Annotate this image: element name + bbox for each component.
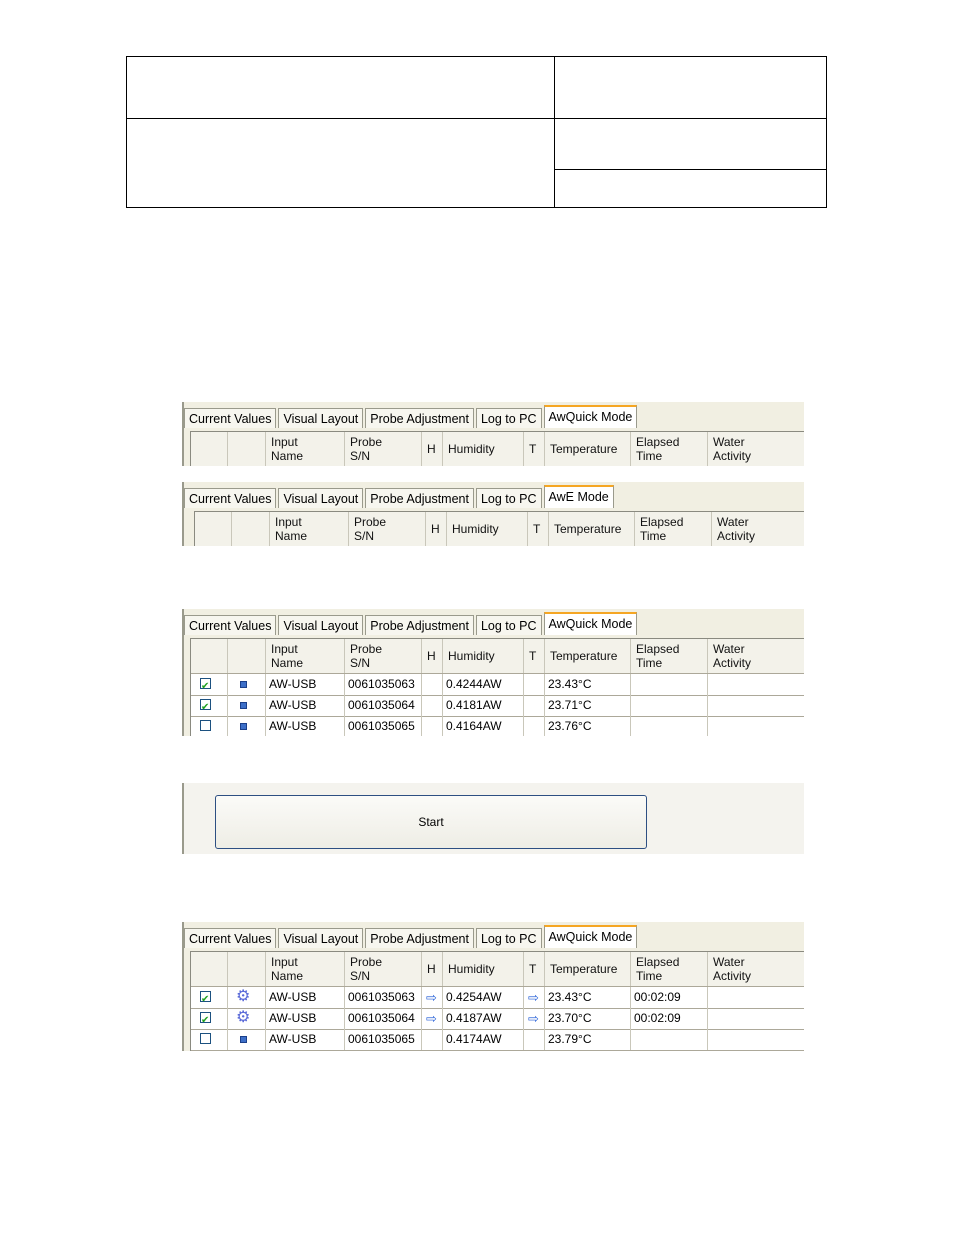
probe-grid bbox=[194, 511, 804, 546]
cell-t bbox=[524, 987, 545, 1008]
tab-current-values[interactable]: Current Values bbox=[184, 928, 276, 948]
row-checkbox[interactable] bbox=[200, 1033, 211, 1044]
cell-elapsed bbox=[631, 716, 708, 736]
row-checkbox[interactable] bbox=[200, 1012, 211, 1023]
cell-humidity: 0.4164AW bbox=[443, 716, 524, 736]
column-header-t[interactable]: T bbox=[528, 512, 549, 546]
table-row[interactable] bbox=[191, 695, 804, 717]
tab-probe-adjustment[interactable]: Probe Adjustment bbox=[365, 408, 474, 428]
row-checkbox[interactable] bbox=[200, 678, 211, 689]
column-header-icon[interactable] bbox=[228, 432, 266, 466]
column-header-icon[interactable] bbox=[232, 512, 270, 546]
row-checkbox[interactable] bbox=[200, 991, 211, 1002]
cell-elapsed bbox=[631, 1029, 708, 1050]
cell-t bbox=[524, 695, 545, 716]
tab-awe-mode[interactable]: AwE Mode bbox=[544, 485, 614, 508]
column-header-water[interactable]: Water Activity bbox=[712, 512, 804, 546]
cell-cb bbox=[191, 674, 228, 695]
column-header-water[interactable]: Water Activity bbox=[708, 952, 804, 986]
tab-current-values[interactable]: Current Values bbox=[184, 408, 276, 428]
cell-temperature: 23.43°C bbox=[545, 674, 631, 695]
column-header-input[interactable]: Input Name bbox=[270, 512, 349, 546]
cell-probe: 0061035065 bbox=[345, 716, 422, 736]
cell-humidity: 0.4244AW bbox=[443, 674, 524, 695]
column-header-humidity[interactable]: Humidity bbox=[443, 639, 524, 673]
document-table-divider bbox=[554, 56, 555, 208]
tab-probe-adjustment[interactable]: Probe Adjustment bbox=[365, 615, 474, 635]
column-header-probe[interactable]: Probe S/N bbox=[349, 512, 426, 546]
column-header-t[interactable]: T bbox=[524, 639, 545, 673]
cell-cb bbox=[191, 987, 228, 1008]
column-header-humidity[interactable]: Humidity bbox=[443, 952, 524, 986]
column-header-cb[interactable] bbox=[191, 639, 228, 673]
tab-current-values[interactable]: Current Values bbox=[184, 488, 276, 508]
column-header-temperature[interactable]: Temperature bbox=[545, 639, 631, 673]
probe-grid bbox=[190, 638, 804, 736]
cell-h bbox=[422, 695, 443, 716]
probe-grid bbox=[190, 951, 804, 1051]
tab-awquick-mode[interactable]: AwQuick Mode bbox=[544, 925, 638, 948]
tab-current-values[interactable]: Current Values bbox=[184, 615, 276, 635]
column-header-humidity[interactable]: Humidity bbox=[443, 432, 524, 466]
column-header-t[interactable]: T bbox=[524, 432, 545, 466]
cell-water bbox=[708, 674, 804, 695]
column-header-input[interactable]: Input Name bbox=[266, 432, 345, 466]
arrow-right-icon: ⇨ bbox=[528, 990, 539, 1005]
cell-icon bbox=[228, 674, 266, 695]
cell-input: AW-USB bbox=[266, 674, 345, 695]
tab-log-to-pc[interactable]: Log to PC bbox=[476, 615, 542, 635]
arrow-right-icon: ⇨ bbox=[426, 990, 437, 1005]
cell-elapsed bbox=[631, 695, 708, 716]
grid-header bbox=[191, 639, 804, 674]
column-header-probe[interactable]: Probe S/N bbox=[345, 432, 422, 466]
cell-cb bbox=[191, 695, 228, 716]
column-header-cb[interactable] bbox=[195, 512, 232, 546]
column-header-temperature[interactable]: Temperature bbox=[545, 952, 631, 986]
cell-icon bbox=[228, 987, 266, 1008]
table-row[interactable] bbox=[191, 1029, 804, 1051]
cell-icon bbox=[228, 716, 266, 736]
cell-humidity: 0.4187AW bbox=[443, 1008, 524, 1029]
document-table bbox=[126, 56, 827, 208]
cell-input: AW-USB bbox=[266, 695, 345, 716]
screenshot-quick-table-before bbox=[182, 609, 804, 736]
tab-visual-layout[interactable]: Visual Layout bbox=[278, 615, 363, 635]
cell-elapsed: 00:02:09 bbox=[631, 1008, 708, 1029]
cell-water bbox=[708, 1029, 804, 1050]
tab-bar bbox=[184, 612, 639, 634]
column-header-input[interactable]: Input Name bbox=[266, 952, 345, 986]
panel-border bbox=[182, 783, 184, 854]
cell-elapsed: 00:02:09 bbox=[631, 987, 708, 1008]
column-header-t[interactable]: T bbox=[524, 952, 545, 986]
tab-probe-adjustment[interactable]: Probe Adjustment bbox=[365, 928, 474, 948]
square-icon bbox=[240, 723, 247, 730]
square-icon bbox=[240, 681, 247, 688]
arrow-right-icon: ⇨ bbox=[426, 1011, 437, 1026]
screenshot-quick-table-running bbox=[182, 922, 804, 1051]
cell-temperature: 23.43°C bbox=[545, 987, 631, 1008]
cell-h bbox=[422, 716, 443, 736]
column-header-icon[interactable] bbox=[228, 952, 266, 986]
cell-probe: 0061035063 bbox=[345, 987, 422, 1008]
column-header-temperature[interactable]: Temperature bbox=[549, 512, 635, 546]
tab-log-to-pc[interactable]: Log to PC bbox=[476, 408, 542, 428]
tab-bar bbox=[184, 485, 616, 507]
tab-bar bbox=[184, 405, 639, 427]
cell-h bbox=[422, 987, 443, 1008]
cell-icon bbox=[228, 1029, 266, 1050]
column-header-elapsed[interactable]: Elapsed Time bbox=[631, 952, 708, 986]
cell-probe: 0061035063 bbox=[345, 674, 422, 695]
row-checkbox[interactable] bbox=[200, 720, 211, 731]
cell-h bbox=[422, 1029, 443, 1050]
tab-awquick-mode[interactable]: AwQuick Mode bbox=[544, 612, 638, 635]
cell-icon bbox=[228, 695, 266, 716]
cell-temperature: 23.79°C bbox=[545, 1029, 631, 1050]
cell-humidity: 0.4174AW bbox=[443, 1029, 524, 1050]
cell-water bbox=[708, 695, 804, 716]
column-header-probe[interactable]: Probe S/N bbox=[345, 952, 422, 986]
arrow-right-icon: ⇨ bbox=[528, 1011, 539, 1026]
cell-water bbox=[708, 987, 804, 1008]
probe-grid bbox=[190, 431, 804, 466]
grid-header bbox=[195, 512, 804, 546]
cell-humidity: 0.4254AW bbox=[443, 987, 524, 1008]
cell-input: AW-USB bbox=[266, 1029, 345, 1050]
column-header-elapsed[interactable]: Elapsed Time bbox=[635, 512, 712, 546]
square-icon bbox=[240, 702, 247, 709]
column-header-cb[interactable] bbox=[191, 952, 228, 986]
column-header-h[interactable]: H bbox=[426, 512, 447, 546]
square-icon bbox=[240, 1036, 247, 1043]
column-header-h[interactable]: H bbox=[422, 639, 443, 673]
column-header-water[interactable]: Water Activity bbox=[708, 639, 804, 673]
cell-humidity: 0.4181AW bbox=[443, 695, 524, 716]
tab-visual-layout[interactable]: Visual Layout bbox=[278, 488, 363, 508]
document-table-divider bbox=[126, 118, 827, 119]
screenshot-awe-header bbox=[182, 482, 804, 546]
column-header-water[interactable]: Water Activity bbox=[708, 432, 804, 466]
column-header-elapsed[interactable]: Elapsed Time bbox=[631, 432, 708, 466]
cell-t bbox=[524, 674, 545, 695]
grid-header bbox=[191, 432, 804, 466]
column-header-temperature[interactable]: Temperature bbox=[545, 432, 631, 466]
cell-water bbox=[708, 1008, 804, 1029]
gear-icon: ⚙ bbox=[236, 1009, 251, 1026]
cell-input: AW-USB bbox=[266, 987, 345, 1008]
column-header-h[interactable]: H bbox=[422, 952, 443, 986]
cell-cb bbox=[191, 1029, 228, 1050]
cell-input: AW-USB bbox=[266, 716, 345, 736]
tab-log-to-pc[interactable]: Log to PC bbox=[476, 488, 542, 508]
start-button[interactable]: Start bbox=[215, 795, 647, 849]
row-checkbox[interactable] bbox=[200, 699, 211, 710]
screenshot-quick-header bbox=[182, 402, 804, 466]
cell-h bbox=[422, 674, 443, 695]
cell-t bbox=[524, 1008, 545, 1029]
cell-input: AW-USB bbox=[266, 1008, 345, 1029]
table-row[interactable] bbox=[191, 674, 804, 696]
table-row[interactable] bbox=[191, 1008, 804, 1030]
tab-visual-layout[interactable]: Visual Layout bbox=[278, 408, 363, 428]
cell-elapsed bbox=[631, 674, 708, 695]
cell-temperature: 23.76°C bbox=[545, 716, 631, 736]
cell-probe: 0061035065 bbox=[345, 1029, 422, 1050]
cell-cb bbox=[191, 716, 228, 736]
gear-icon: ⚙ bbox=[236, 988, 251, 1005]
tab-log-to-pc[interactable]: Log to PC bbox=[476, 928, 542, 948]
cell-t bbox=[524, 716, 545, 736]
document-table-divider bbox=[554, 169, 827, 170]
cell-h bbox=[422, 1008, 443, 1029]
tab-awquick-mode[interactable]: AwQuick Mode bbox=[544, 405, 638, 428]
column-header-input[interactable]: Input Name bbox=[266, 639, 345, 673]
table-row[interactable] bbox=[191, 987, 804, 1009]
tab-probe-adjustment[interactable]: Probe Adjustment bbox=[365, 488, 474, 508]
cell-cb bbox=[191, 1008, 228, 1029]
column-header-humidity[interactable]: Humidity bbox=[447, 512, 528, 546]
column-header-cb[interactable] bbox=[191, 432, 228, 466]
table-row[interactable] bbox=[191, 716, 804, 736]
column-header-icon[interactable] bbox=[228, 639, 266, 673]
cell-probe: 0061035064 bbox=[345, 1008, 422, 1029]
cell-icon bbox=[228, 1008, 266, 1029]
cell-probe: 0061035064 bbox=[345, 695, 422, 716]
tab-visual-layout[interactable]: Visual Layout bbox=[278, 928, 363, 948]
column-header-elapsed[interactable]: Elapsed Time bbox=[631, 639, 708, 673]
cell-temperature: 23.71°C bbox=[545, 695, 631, 716]
cell-temperature: 23.70°C bbox=[545, 1008, 631, 1029]
tab-bar bbox=[184, 925, 639, 947]
cell-water bbox=[708, 716, 804, 736]
cell-t bbox=[524, 1029, 545, 1050]
column-header-h[interactable]: H bbox=[422, 432, 443, 466]
column-header-probe[interactable]: Probe S/N bbox=[345, 639, 422, 673]
grid-header bbox=[191, 952, 804, 987]
